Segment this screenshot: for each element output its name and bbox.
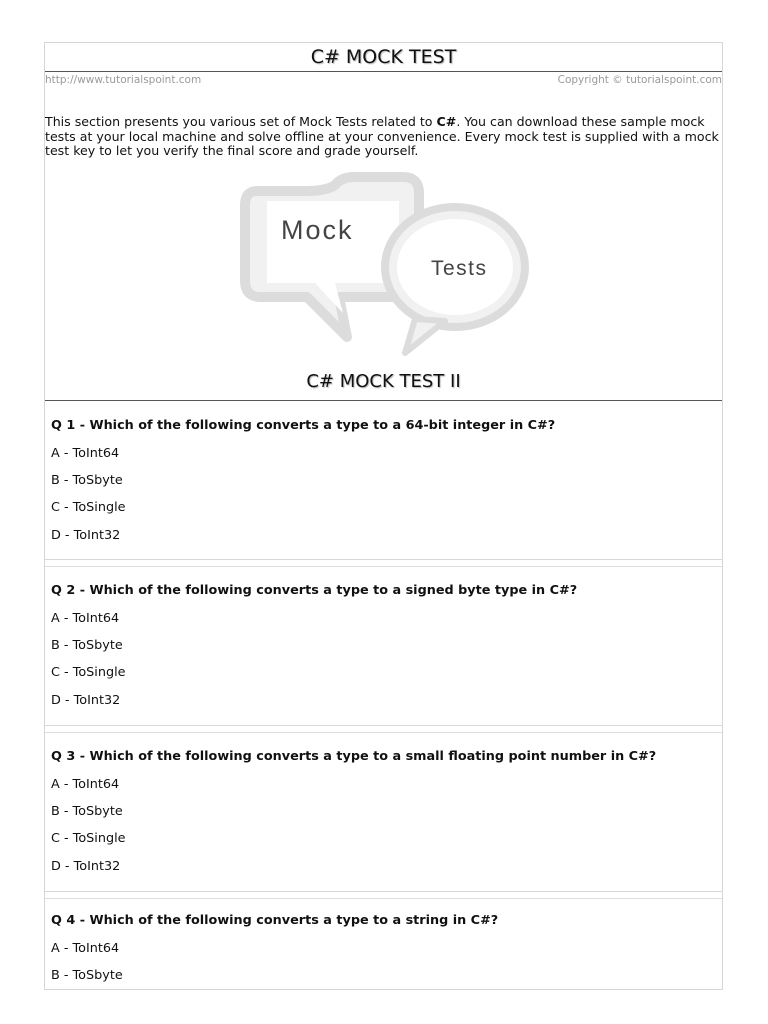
answer-option[interactable]: C - ToSingle — [51, 831, 126, 846]
logo-word-tests: Tests — [431, 257, 488, 280]
site-url-link[interactable]: http://www.tutorialspoint.com — [45, 74, 202, 86]
document-page — [44, 42, 723, 990]
question-text: Q 3 - Which of the following converts a type to a small floating point number in C#? — [51, 749, 657, 764]
question-card — [45, 567, 722, 726]
question-separator — [45, 560, 722, 567]
answer-option[interactable]: A - ToInt64 — [51, 611, 120, 626]
question-text: Q 4 - Which of the following converts a type to a string in C#? — [51, 913, 499, 928]
intro-text-end: . You can download these sample mock tests at your local machine and solve offline at your convenience. Every mock test is supplied with a mock test key to let you verify the final score and grade yourself. — [45, 114, 719, 158]
answer-option[interactable]: A - ToInt64 — [51, 446, 120, 461]
copyright-text: Copyright © tutorialspoint.com — [557, 74, 722, 86]
question-card — [45, 733, 722, 892]
intro-text-start: This section presents you various set of Mock Tests related to — [45, 114, 437, 129]
answer-option[interactable]: D - ToInt32 — [51, 528, 121, 543]
section-title: C# MOCK TEST II — [306, 371, 461, 392]
answer-option[interactable]: A - ToInt64 — [51, 941, 120, 956]
answer-option[interactable]: B - ToSbyte — [51, 968, 123, 983]
question-card — [45, 401, 722, 560]
answer-option[interactable]: D - ToInt32 — [51, 859, 121, 874]
answer-option[interactable]: C - ToSingle — [51, 500, 126, 515]
question-card — [45, 899, 722, 989]
answer-option[interactable]: B - ToSbyte — [51, 638, 123, 653]
question-separator — [45, 892, 722, 899]
answer-option[interactable]: D - ToInt32 — [51, 693, 121, 708]
answer-option[interactable]: B - ToSbyte — [51, 473, 123, 488]
page-title: C# MOCK TEST — [310, 46, 457, 68]
logo-word-mock: Mock — [281, 215, 354, 245]
intro-paragraph — [45, 115, 724, 159]
answer-option[interactable]: A - ToInt64 — [51, 777, 120, 792]
answer-option[interactable]: C - ToSingle — [51, 665, 126, 680]
answer-option[interactable]: B - ToSbyte — [51, 804, 123, 819]
question-text: Q 2 - Which of the following converts a type to a signed byte type in C#? — [51, 583, 578, 598]
question-text: Q 1 - Which of the following converts a type to a 64-bit integer in C#? — [51, 418, 556, 433]
title-divider — [45, 71, 722, 72]
intro-bold-term: C# — [436, 114, 457, 129]
mock-tests-logo — [235, 171, 535, 363]
question-separator — [45, 726, 722, 733]
